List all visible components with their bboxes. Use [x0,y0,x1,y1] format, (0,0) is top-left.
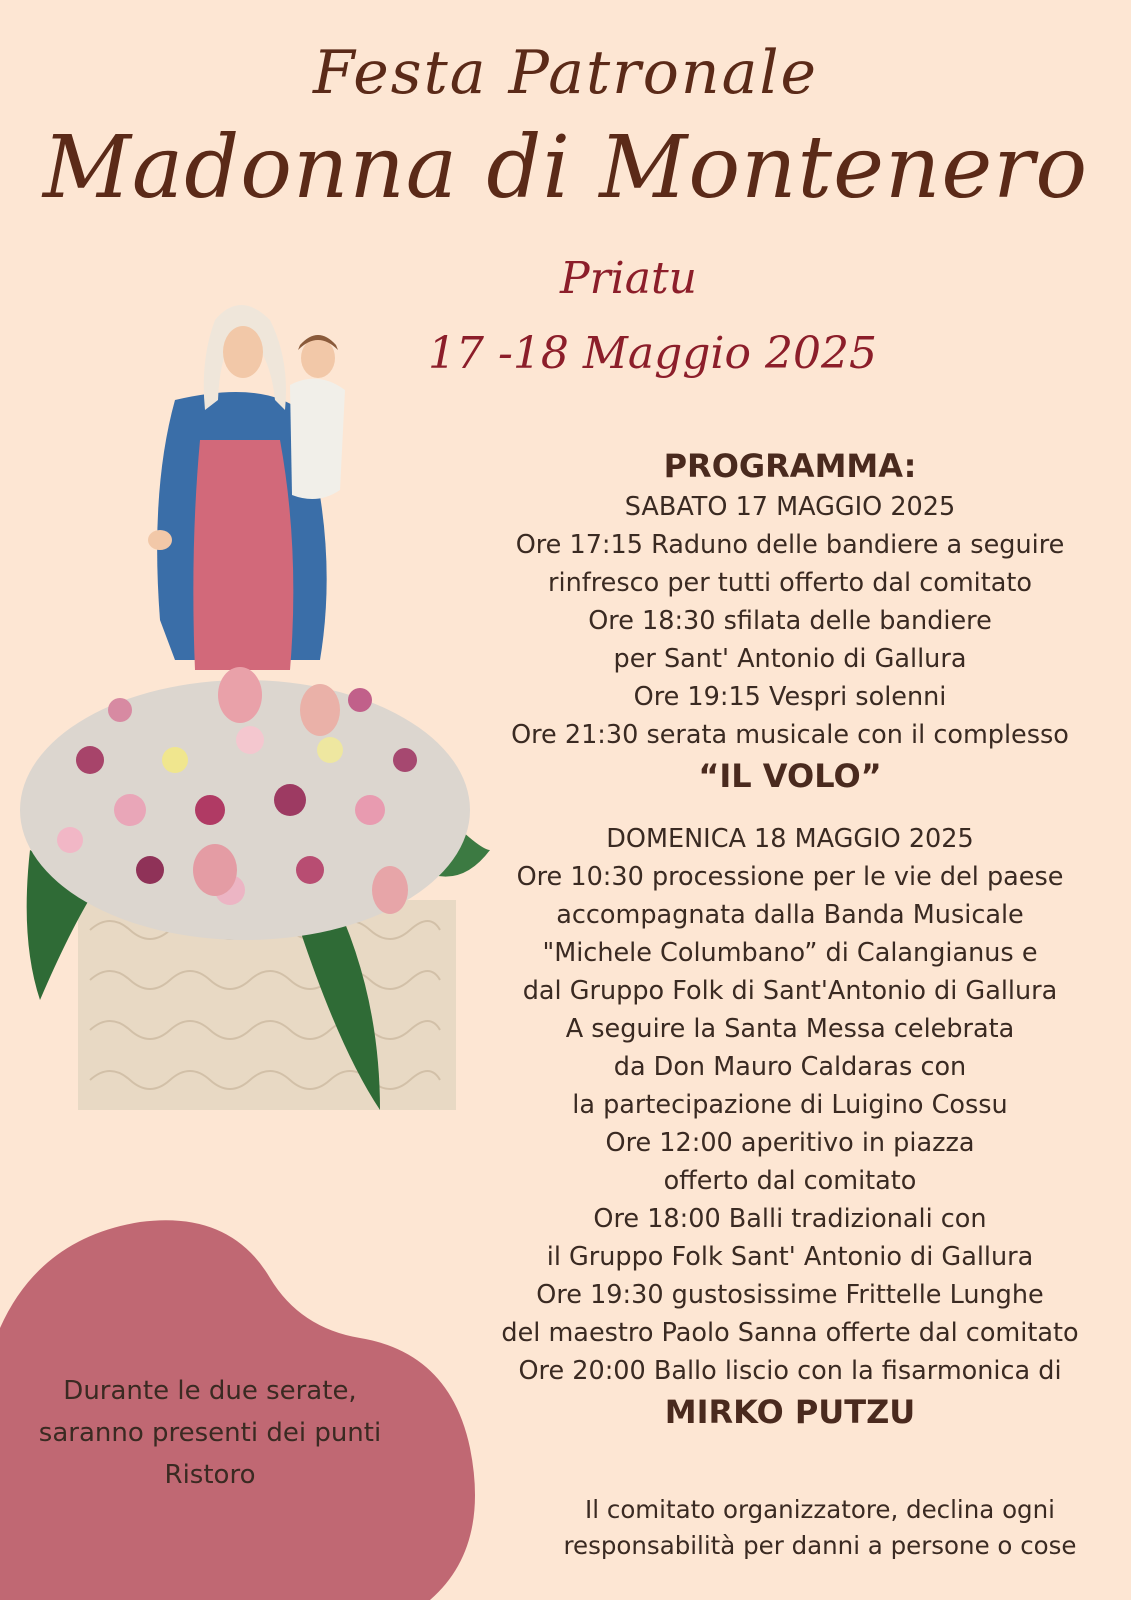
program-line: offerto dal comitato [663,1166,917,1196]
program-line: Ore 18:30 sfilata delle bandiere [588,606,992,636]
place-name: Priatu [560,253,697,304]
program-line: "Michele Columbano” di Calangianus e [542,938,1038,968]
program-line: Ore 20:00 Ballo liscio con la fisarmonica di [518,1356,1062,1386]
program-line: Ore 12:00 aperitivo in piazza [605,1128,975,1158]
program-line: A seguire la Santa Messa celebrata [565,1014,1015,1044]
disclaimer-line: Il comitato organizzatore, declina ogni [585,1495,1055,1524]
disclaimer [530,1492,1110,1564]
program-line: la partecipazione di Luigino Cossu [572,1090,1008,1120]
program-line: del maestro Paolo Sanna offerte dal comitato [501,1318,1079,1348]
refreshment-notice [0,1370,420,1496]
program-line: il Gruppo Folk Sant' Antonio di Gallura [546,1242,1034,1272]
program-line: Ore 21:30 serata musicale con il complesso [511,720,1069,750]
event-dates: 17 -18 Maggio 2025 [428,328,877,379]
program-line: accompagnata dalla Banda Musicale [556,900,1024,930]
sunday-feature-mirko-putzu: MIRKO PUTZU [664,1393,916,1431]
program-line: da Don Mauro Caldaras con [613,1052,967,1082]
program-line: rinfresco per tutti offerto dal comitato [548,568,1032,598]
program-line: Ore 10:30 processione per le vie del paese [516,862,1064,892]
saturday-day-label: SABATO 17 MAGGIO 2025 [624,492,956,522]
saturday-feature-il-volo: “IL VOLO” [698,757,882,795]
disclaimer-line: responsabilità per danni a persone o cose [563,1531,1077,1560]
notice-line: Ristoro [164,1460,256,1490]
program-heading: PROGRAMMA: [663,447,917,485]
notice-line: saranno presenti dei punti [38,1418,382,1448]
notice-line: Durante le due serate, [63,1376,357,1406]
program-line: Ore 18:00 Balli tradizionali con [593,1204,987,1234]
title-festa-patronale: Festa Patronale [312,38,819,108]
program-line: Ore 17:15 Raduno delle bandiere a seguire [515,530,1065,560]
program-line: dal Gruppo Folk di Sant'Antonio di Gallura [522,976,1058,1006]
program-line: Ore 19:15 Vespri solenni [633,682,947,712]
program-section [470,444,1110,1434]
madonna-statue-image [0,290,500,1130]
title-madonna-di-montenero: Madonna di Montenero [42,118,1089,218]
program-line: per Sant' Antonio di Gallura [613,644,967,674]
program-line: Ore 19:30 gustosissime Frittelle Lunghe [536,1280,1044,1310]
sunday-day-label: DOMENICA 18 MAGGIO 2025 [606,824,974,854]
